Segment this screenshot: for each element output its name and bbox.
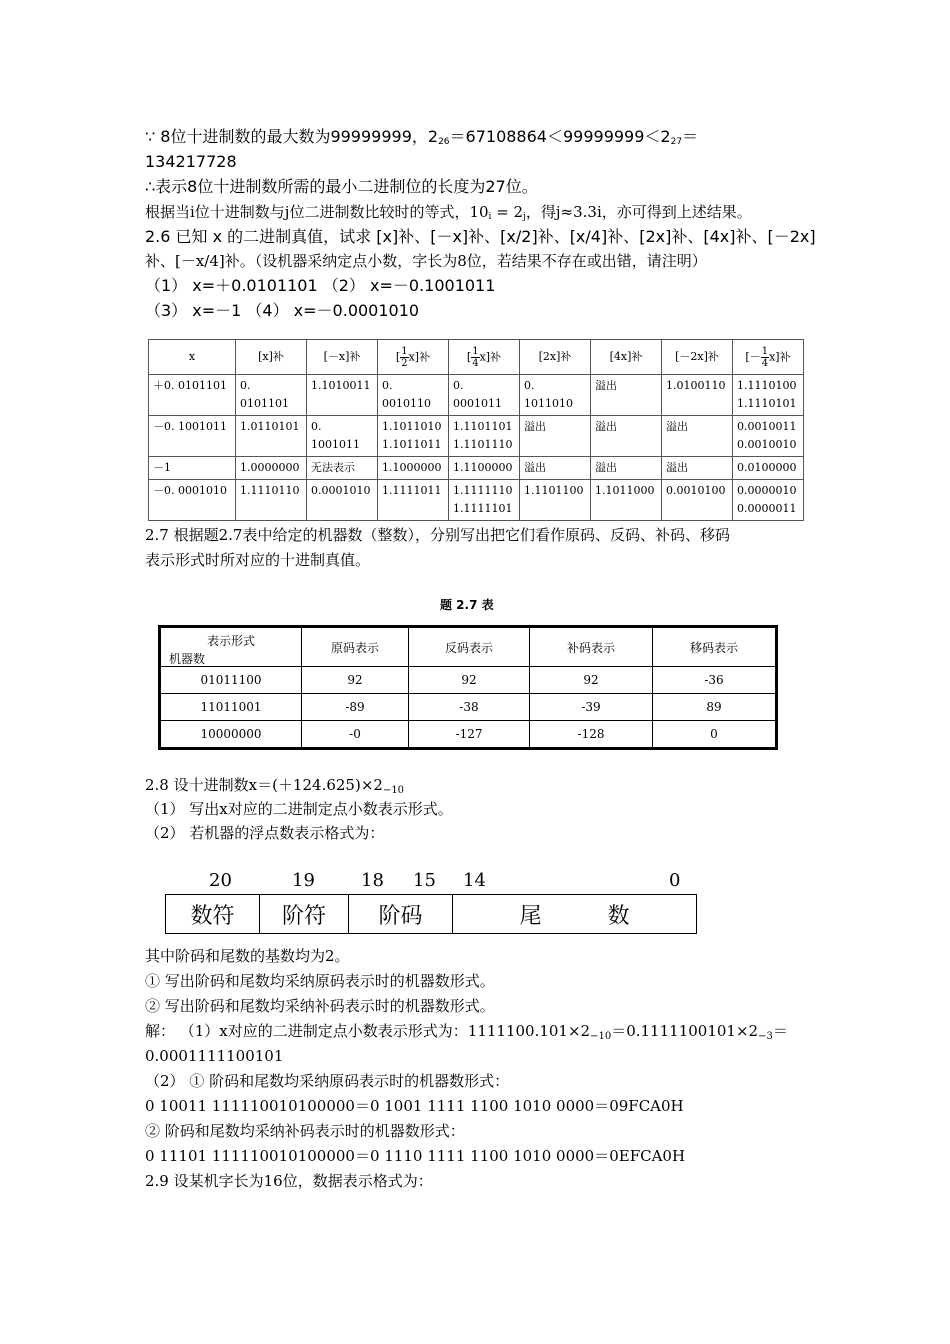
- question-2-6-case: （1） x=＋0.0101101 （2） x=－0.1001011: [145, 276, 496, 295]
- table-cell: 0. 1011010: [520, 375, 591, 416]
- table-cell: 1.1011010 1.1011011: [378, 416, 449, 457]
- field-exponent: 阶码: [349, 895, 453, 933]
- table-cell: 溢出: [662, 457, 733, 480]
- complement-table-2-6: [148, 339, 804, 521]
- field-mantissa: 尾 数: [519, 903, 630, 929]
- text-line: 根据当i位十进制数与j位二进制数比较时的等式，$10_i = 2_j$，得j≈3.3i，亦可得到上述结果。: [145, 203, 752, 222]
- table-header: [2x]补: [520, 340, 591, 375]
- table-header: [x]补: [236, 340, 307, 375]
- table-header: 原码表示: [302, 627, 409, 667]
- answer-line: 0.0001111100101: [145, 1047, 284, 1065]
- table-row: [149, 480, 804, 521]
- table-row: [160, 667, 777, 694]
- table-cell: -127: [409, 721, 530, 749]
- bit-label: 20: [209, 870, 232, 891]
- table-cell: 10000000: [160, 721, 302, 749]
- table-cell: 92: [302, 667, 409, 694]
- table-cell: -0: [302, 721, 409, 749]
- table-header: 移码表示: [653, 627, 777, 667]
- table-row: [160, 694, 777, 721]
- format-box: [165, 894, 697, 934]
- table-header: [－x]补: [307, 340, 378, 375]
- table-cell: 0.0010100: [662, 480, 733, 521]
- table-cell: -38: [409, 694, 530, 721]
- table-cell: 1.1011000: [591, 480, 662, 521]
- field-sign: 数符: [166, 895, 260, 933]
- table-header: 反码表示: [409, 627, 530, 667]
- table-cell: 0: [653, 721, 777, 749]
- text-line: ∴表示8位十进制数所需的最小二进制位的长度为27位。: [145, 177, 538, 196]
- table-row: [160, 721, 777, 749]
- answer-line: 0 10011 111110010100000＝0 1001 1111 1100 1010 0000＝09FCA0H: [145, 1097, 684, 1115]
- table-header: [4x]补: [591, 340, 662, 375]
- question-2-8-line: （1） 写出x对应的二进制定点小数表示形式。: [145, 800, 453, 818]
- table-cell: 溢出: [591, 375, 662, 416]
- text-line: 其中阶码和尾数的基数均为2。: [145, 947, 350, 965]
- bit-label: 19: [292, 870, 315, 891]
- field-exp-sign: 阶符: [260, 895, 349, 933]
- table-cell: －0. 0001010: [149, 480, 236, 521]
- table-header: [ $\frac{1}{4}$ x]补: [449, 340, 520, 375]
- table-cell: 1.0100110: [662, 375, 733, 416]
- table-header: [－ $\frac{1}{4}$ x]补: [733, 340, 804, 375]
- table-header: 补码表示: [530, 627, 653, 667]
- bit-label: 15: [413, 870, 436, 891]
- table-cell: 92: [530, 667, 653, 694]
- table-cell: -36: [653, 667, 777, 694]
- question-2-7-line: 2.7 根据题2.7表中给定的机器数（整数），分别写出把它们看作原码、反码、补码、移码: [145, 526, 730, 544]
- table-cell: 1.1100000: [449, 457, 520, 480]
- table-header: [－2x]补: [662, 340, 733, 375]
- table-cell: 溢出: [520, 457, 591, 480]
- table-cell: 1.1010011: [307, 375, 378, 416]
- question-2-7-line: 表示形式时所对应的十进制真值。: [145, 551, 371, 569]
- table-cell: 0.0001010: [307, 480, 378, 521]
- table-cell: 溢出: [591, 416, 662, 457]
- bit-label: 0: [669, 870, 681, 891]
- question-2-8-line: 2.8 设十进制数$x=(+124.625)\times 2_{-10}$: [145, 776, 405, 796]
- answer-line: 解： （1）x对应的二进制定点小数表示形式为：$1111100.101\times 2_{-10}=0.1111100101\times 2_{-3}=$: [145, 1022, 788, 1042]
- table-cell: －1: [149, 457, 236, 480]
- table-caption: 题 2.7 表: [440, 598, 494, 612]
- table-cell: 0.0100000: [733, 457, 804, 480]
- question-2-8-line: （2） 若机器的浮点数表示格式为：: [145, 824, 385, 842]
- answer-line: ② 阶码和尾数均采纳补码表示时的机器数形式：: [145, 1122, 465, 1140]
- text-line: ∵ 8位十进制数的最大数为99999999，$2_{26}=67108864<99999999<2_{27}=$: [145, 127, 699, 147]
- table-cell: 溢出: [520, 416, 591, 457]
- table-cell: 0. 1001011: [307, 416, 378, 457]
- table-cell: -39: [530, 694, 653, 721]
- bit-label: 14: [463, 870, 486, 891]
- question-2-6-case: （3） x=－1 （4） x=－0.0001010: [145, 301, 420, 320]
- text-line: ① 写出阶码和尾数均采纳原码表示时的机器数形式。: [145, 972, 495, 990]
- table-cell: 11011001: [160, 694, 302, 721]
- table-cell: -128: [530, 721, 653, 749]
- table-cell: 溢出: [662, 416, 733, 457]
- table-cell: ＋0. 0101101: [149, 375, 236, 416]
- table-corner-header: 表示形式 机器数: [160, 627, 302, 667]
- bit-label: 18: [361, 870, 384, 891]
- machine-number-table-2-7: [158, 625, 778, 750]
- table-cell: 1.1110110: [236, 480, 307, 521]
- question-2-9-line: 2.9 设某机字长为16位，数据表示格式为：: [145, 1172, 433, 1190]
- table-cell: 92: [409, 667, 530, 694]
- float-format-diagram: [165, 870, 705, 940]
- table-cell: 无法表示: [307, 457, 378, 480]
- text-line: 134217728: [145, 152, 237, 171]
- table-cell: 1.1110100 1.1110101: [733, 375, 804, 416]
- question-2-6-line: 补、[－x/4]补。（设机器采纳定点小数，字长为8位，若结果不存在或出错，请注明）: [145, 252, 707, 270]
- table-cell: －0. 1001011: [149, 416, 236, 457]
- table-cell: 0. 0001011: [449, 375, 520, 416]
- table-cell: -89: [302, 694, 409, 721]
- table-cell: 1.1101100: [520, 480, 591, 521]
- table-row: [149, 375, 804, 416]
- table-header: [ $\frac{1}{2}$ x]补: [378, 340, 449, 375]
- table-header: x: [149, 340, 236, 375]
- table-cell: 01011100: [160, 667, 302, 694]
- table-row: [149, 416, 804, 457]
- table-cell: 1.0110101: [236, 416, 307, 457]
- table-cell: 0. 0010110: [378, 375, 449, 416]
- table-cell: 1.1111011: [378, 480, 449, 521]
- table-cell: 1.1101101 1.1101110: [449, 416, 520, 457]
- table-row: [149, 457, 804, 480]
- answer-line: 0 11101 111110010100000＝0 1110 1111 1100 1010 0000＝0EFCA0H: [145, 1147, 686, 1165]
- text-line: ② 写出阶码和尾数均采纳补码表示时的机器数形式。: [145, 997, 495, 1015]
- table-cell: 0. 0101101: [236, 375, 307, 416]
- question-2-6-line: 2.6 已知 x 的二进制真值，试求 [x]补、[－x]补、[x/2]补、[x/4]补、[2x]补、[4x]补、[－2x]: [145, 227, 816, 246]
- table-cell: 0.0000010 0.0000011: [733, 480, 804, 521]
- table-cell: 溢出: [591, 457, 662, 480]
- table-cell: 1.1000000: [378, 457, 449, 480]
- table-cell: 1.0000000: [236, 457, 307, 480]
- answer-line: （2） ① 阶码和尾数均采纳原码表示时的机器数形式：: [145, 1072, 510, 1090]
- table-cell: 89: [653, 694, 777, 721]
- table-cell: 1.1111110 1.1111101: [449, 480, 520, 521]
- table-cell: 0.0010011 0.0010010: [733, 416, 804, 457]
